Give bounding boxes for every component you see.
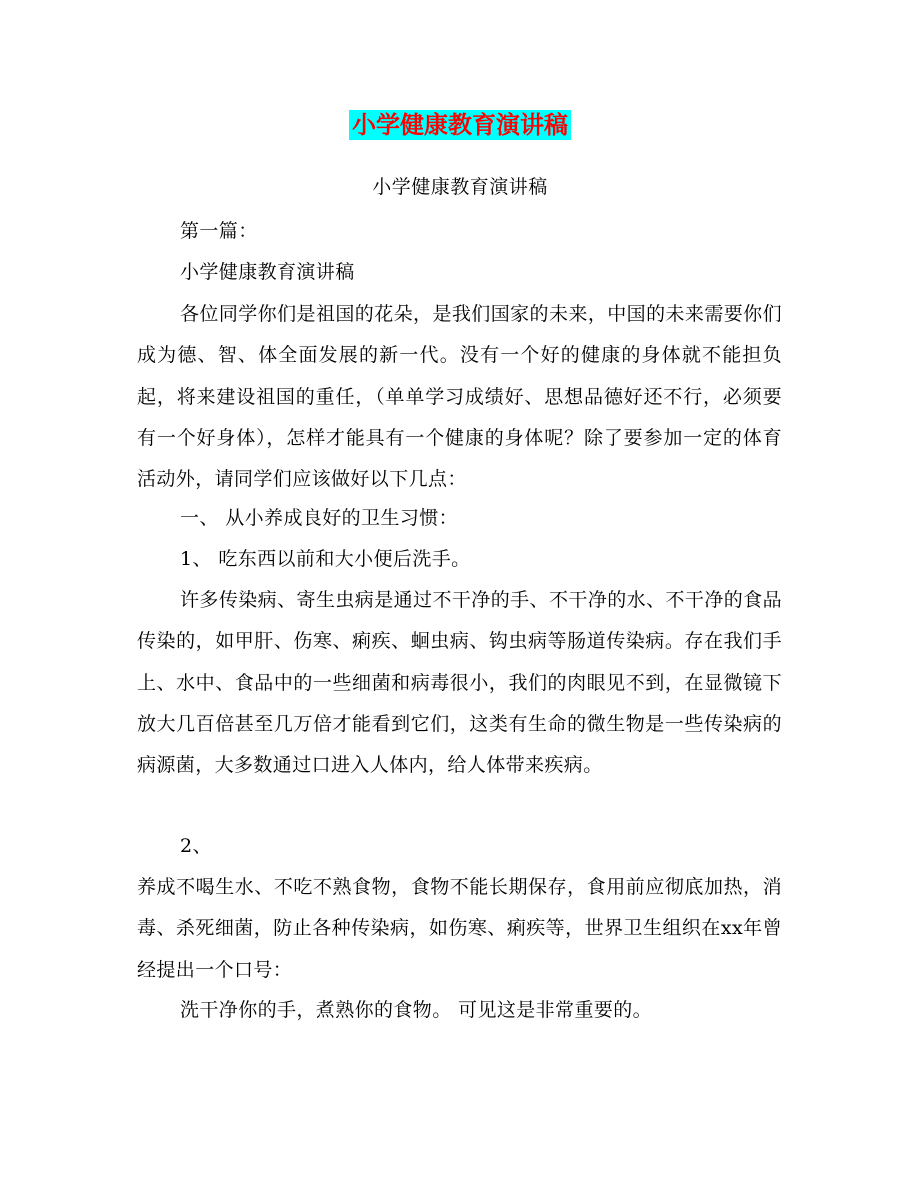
- section-title: 小学健康教育演讲稿: [180, 261, 355, 283]
- paragraph-intro: 各位同学你们是祖国的花朵，是我们国家的未来，中国的未来需要你们成为德、智、体全面发展的新一代。没有一个好的健康的身体就不能担负起，将来建设祖国的重任，（单单学习成绩好、思想品德好还不行，必须要有一个好身体），怎样才能具有一个健康的身体呢？除了要参加一定的体育活动外，请同学们应该做好以下几点：: [137, 303, 782, 491]
- document-subtitle: 小学健康教育演讲稿: [372, 176, 548, 198]
- document-title: 小学健康教育演讲稿: [349, 110, 571, 140]
- list-item-wash-hands: 1、 吃东西以前和大小便后洗手。: [180, 548, 471, 570]
- paragraph-food-safety: 养成不喝生水、不吃不熟食物，食物不能长期保存，食用前应彻底加热，消毒、杀死细菌，防止各种传染病，如伤寒、痢疾等，世界卫生组织在xx年曾经提出一个口号：: [137, 876, 782, 981]
- section-label: 第一篇：: [180, 220, 258, 242]
- heading-hygiene-habits: 一、 从小养成良好的卫生习惯：: [180, 507, 459, 529]
- title-container: [0, 110, 920, 140]
- paragraph-infection: 许多传染病、寄生虫病是通过不干净的手、不干净的水、不干净的食品传染的，如甲肝、伤寒、痢疾、蛔虫病、钩虫病等肠道传染病。存在我们手上、水中、食品中的一些细菌和病毒很小，我们的肉眼见不到，在显微镜下放大几百倍甚至几万倍才能看到它们，这类有生命的微生物是一些传染病的病源菌，大多数通过口进入人体内，给人体带来疾病。: [137, 589, 782, 777]
- list-item-number-2: 2、: [180, 835, 212, 857]
- paragraph-slogan: 洗干净你的手，煮熟你的食物。 可见这是非常重要的。: [180, 999, 653, 1021]
